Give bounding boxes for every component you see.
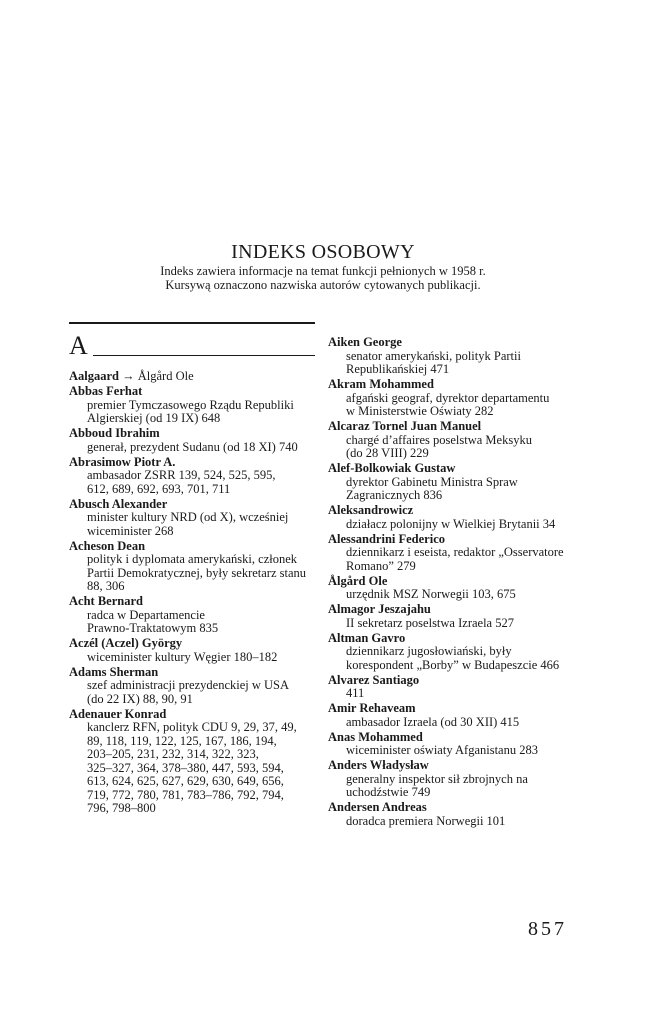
subtitle-line-1: Indeks zawiera informacje na temat funkcji pełnionych w 1958 r. — [160, 264, 486, 278]
entry-name — [69, 595, 329, 609]
index-header — [0, 240, 646, 292]
entry-description-line: 719, 772, 780, 781, 783–786, 792, 794, — [87, 787, 284, 802]
entry-description-line: Zagranicznych 836 — [346, 488, 443, 502]
entry-name-text: Aleksandrowicz — [328, 503, 414, 517]
right-entries — [328, 336, 593, 828]
entry-name — [69, 427, 329, 441]
entry-description-line: polityk i dyplomata amerykański, członek — [87, 552, 298, 566]
entry-description-line: (do 22 IX) 88, 90, 91 — [87, 691, 193, 706]
index-entry — [69, 540, 329, 594]
entry-description-line: wiceminister oświaty Afganistanu 283 — [346, 743, 538, 757]
entry-description-line: doradca premiera Norwegii 101 — [346, 813, 506, 828]
section-letter-rule — [93, 355, 315, 356]
section-heading — [69, 326, 329, 360]
index-entry — [328, 336, 593, 377]
entry-name — [328, 674, 593, 688]
entry-description-line: 796, 798–800 — [87, 801, 156, 815]
entry-name — [69, 456, 329, 470]
index-entry — [328, 674, 593, 701]
entry-description-line: radca w Departamencie — [87, 607, 205, 622]
entry-description-line: 89, 118, 119, 122, 125, 167, 186, 194, — [87, 733, 277, 748]
entry-name — [328, 702, 593, 716]
entry-name — [328, 504, 593, 518]
entry-description-line: szef administracji prezydenckiej w USA — [87, 678, 290, 692]
entry-description-line: chargé d’affaires poselstwa Meksyku — [346, 432, 532, 447]
entry-description-line: (do 28 VIII) 229 — [346, 446, 429, 460]
entry-description-line: afgański geograf, dyrektor departamentu — [346, 390, 550, 405]
index-entry — [69, 456, 329, 497]
entry-name-text: Aiken George — [328, 335, 402, 349]
entry-description-line: 612, 689, 692, 693, 701, 711 — [87, 481, 231, 496]
entry-name — [69, 370, 329, 384]
entry-description-line: premier Tymczasowego Rządu Republiki — [87, 397, 294, 412]
entry-description-line: 325–327, 364, 378–380, 447, 593, 594, — [87, 760, 284, 775]
entry-name-text: Aalgaard — [69, 369, 119, 383]
entry-description-line: Prawno-Traktatowym 835 — [87, 621, 219, 635]
entry-name — [328, 575, 593, 589]
entry-name — [69, 637, 329, 651]
entry-description-line: urzędnik MSZ Norwegii 103, 675 — [346, 587, 516, 601]
index-entry — [328, 801, 593, 828]
index-entry — [69, 708, 329, 816]
entry-description-line: Algierskiej (od 19 IX) 648 — [87, 411, 221, 425]
left-column — [69, 322, 329, 817]
entry-description-line: Partii Demokratycznej, były sekretarz stanu — [87, 565, 307, 580]
right-column — [328, 336, 593, 830]
entry-description-line: kanclerz RFN, polityk CDU 9, 29, 37, 49, — [87, 720, 297, 734]
entry-description-line: ambasador ZSRR 139, 524, 525, 595, — [87, 468, 276, 482]
entry-description-line: w Ministerstwie Oświaty 282 — [346, 404, 494, 418]
entry-name-text: Adenauer Konrad — [69, 706, 167, 721]
index-entry — [328, 533, 593, 574]
entry-name — [69, 385, 329, 399]
entry-name-text: Anas Mohammed — [328, 729, 423, 744]
index-entry — [328, 462, 593, 503]
entry-name — [328, 336, 593, 350]
entry-name-text: Acheson Dean — [69, 538, 146, 553]
entry-name-text: Abusch Alexander — [69, 496, 168, 511]
entry-description-line: 613, 624, 625, 627, 629, 630, 649, 656, — [87, 774, 284, 788]
entry-name-text: Acht Bernard — [69, 594, 143, 608]
entry-name-text: Andersen Andreas — [328, 800, 427, 814]
entry-description-line: Romano” 279 — [346, 558, 416, 573]
entry-name — [328, 420, 593, 434]
index-entry — [328, 420, 593, 461]
entry-description-line: 88, 306 — [87, 579, 125, 593]
index-entry — [328, 632, 593, 673]
entry-name — [328, 533, 593, 547]
entry-description-line: uchodźstwie 749 — [346, 785, 431, 799]
entry-description-line: Republikańskiej 471 — [346, 362, 450, 376]
entry-name-text: Almagor Jeszajahu — [328, 602, 431, 616]
entry-name-text: Alcaraz Tornel Juan Manuel — [328, 419, 482, 433]
entry-name-text: Amir Rehaveam — [328, 701, 416, 715]
entry-description-line: generał, prezydent Sudanu (od 18 XI) 740 — [87, 439, 298, 454]
section-letter: A — [69, 331, 88, 360]
entry-name-text: Abbas Ferhat — [69, 384, 143, 398]
entry-description-line: wiceminister kultury Węgier 180–182 — [87, 649, 278, 664]
entry-name — [328, 759, 593, 773]
entry-description-line: 411 — [346, 686, 365, 700]
index-entry — [69, 370, 329, 384]
entry-description-line: wiceminister 268 — [87, 523, 174, 538]
section-top-rule — [69, 322, 315, 324]
entry-name — [328, 632, 593, 646]
index-entry — [328, 378, 593, 419]
entry-name-text: Akram Mohammed — [328, 377, 434, 391]
cross-reference: Ålgård Ole — [137, 369, 194, 383]
index-entry — [69, 427, 329, 454]
see-arrow-icon: → — [122, 369, 135, 383]
entry-name-text: Abboud Ibrahim — [69, 426, 160, 440]
entry-name — [328, 378, 593, 392]
entry-description-line: 203–205, 231, 232, 314, 322, 323, — [87, 747, 259, 761]
entry-description-line: senator amerykański, polityk Partii — [346, 348, 521, 363]
index-entry — [328, 731, 593, 758]
index-entry — [69, 498, 329, 539]
entry-name-text: Alvarez Santiago — [328, 672, 420, 687]
entry-name — [69, 540, 329, 554]
entry-description-line: działacz polonijny w Wielkiej Brytanii 34 — [346, 516, 556, 531]
entry-description-line: korespondent „Borby” w Budapeszcie 466 — [346, 657, 560, 672]
index-entry — [328, 575, 593, 602]
entry-name-text: Aczél (Aczel) György — [69, 636, 183, 650]
page-number: 857 — [528, 918, 567, 940]
entry-name — [328, 801, 593, 815]
index-entry — [328, 759, 593, 800]
entry-name — [328, 603, 593, 617]
index-entry — [328, 504, 593, 531]
entry-description-line: ambasador Izraela (od 30 XII) 415 — [346, 714, 520, 729]
entry-name — [69, 666, 329, 680]
entry-name-text: Alessandrini Federico — [328, 531, 446, 546]
page-title: INDEKS OSOBOWY — [231, 241, 415, 263]
entry-description-line: dziennikarz i eseista, redaktor „Osservatore — [346, 545, 564, 559]
index-entry — [328, 702, 593, 729]
entry-description-line: generalny inspektor sił zbrojnych na — [346, 771, 528, 786]
index-entry — [69, 595, 329, 636]
entry-name-text: Ålgård Ole — [328, 573, 388, 588]
left-entries — [69, 370, 329, 816]
index-entry — [328, 603, 593, 630]
entry-name-text: Adams Sherman — [69, 664, 159, 679]
entry-description-line: dyrektor Gabinetu Ministra Spraw — [346, 474, 518, 489]
index-entry — [69, 637, 329, 664]
entry-name — [69, 708, 329, 722]
entry-name-text: Altman Gavro — [328, 630, 406, 645]
index-entry — [69, 385, 329, 426]
entry-name — [69, 498, 329, 512]
entry-name-text: Abrasimow Piotr A. — [69, 454, 176, 469]
index-entry — [69, 666, 329, 707]
subtitle-line-2: Kursywą oznaczono nazwiska autorów cytowanych publikacji. — [165, 278, 481, 292]
entry-name-text: Anders Władysław — [328, 758, 429, 772]
entry-description-line: II sekretarz poselstwa Izraela 527 — [346, 615, 514, 630]
entry-name — [328, 731, 593, 745]
entry-name-text: Alef-Bolkowiak Gustaw — [328, 461, 456, 475]
entry-description-line: minister kultury NRD (od X), wcześniej — [87, 510, 289, 524]
entry-name — [328, 462, 593, 476]
entry-description-line: dziennikarz jugosłowiański, były — [346, 644, 512, 658]
